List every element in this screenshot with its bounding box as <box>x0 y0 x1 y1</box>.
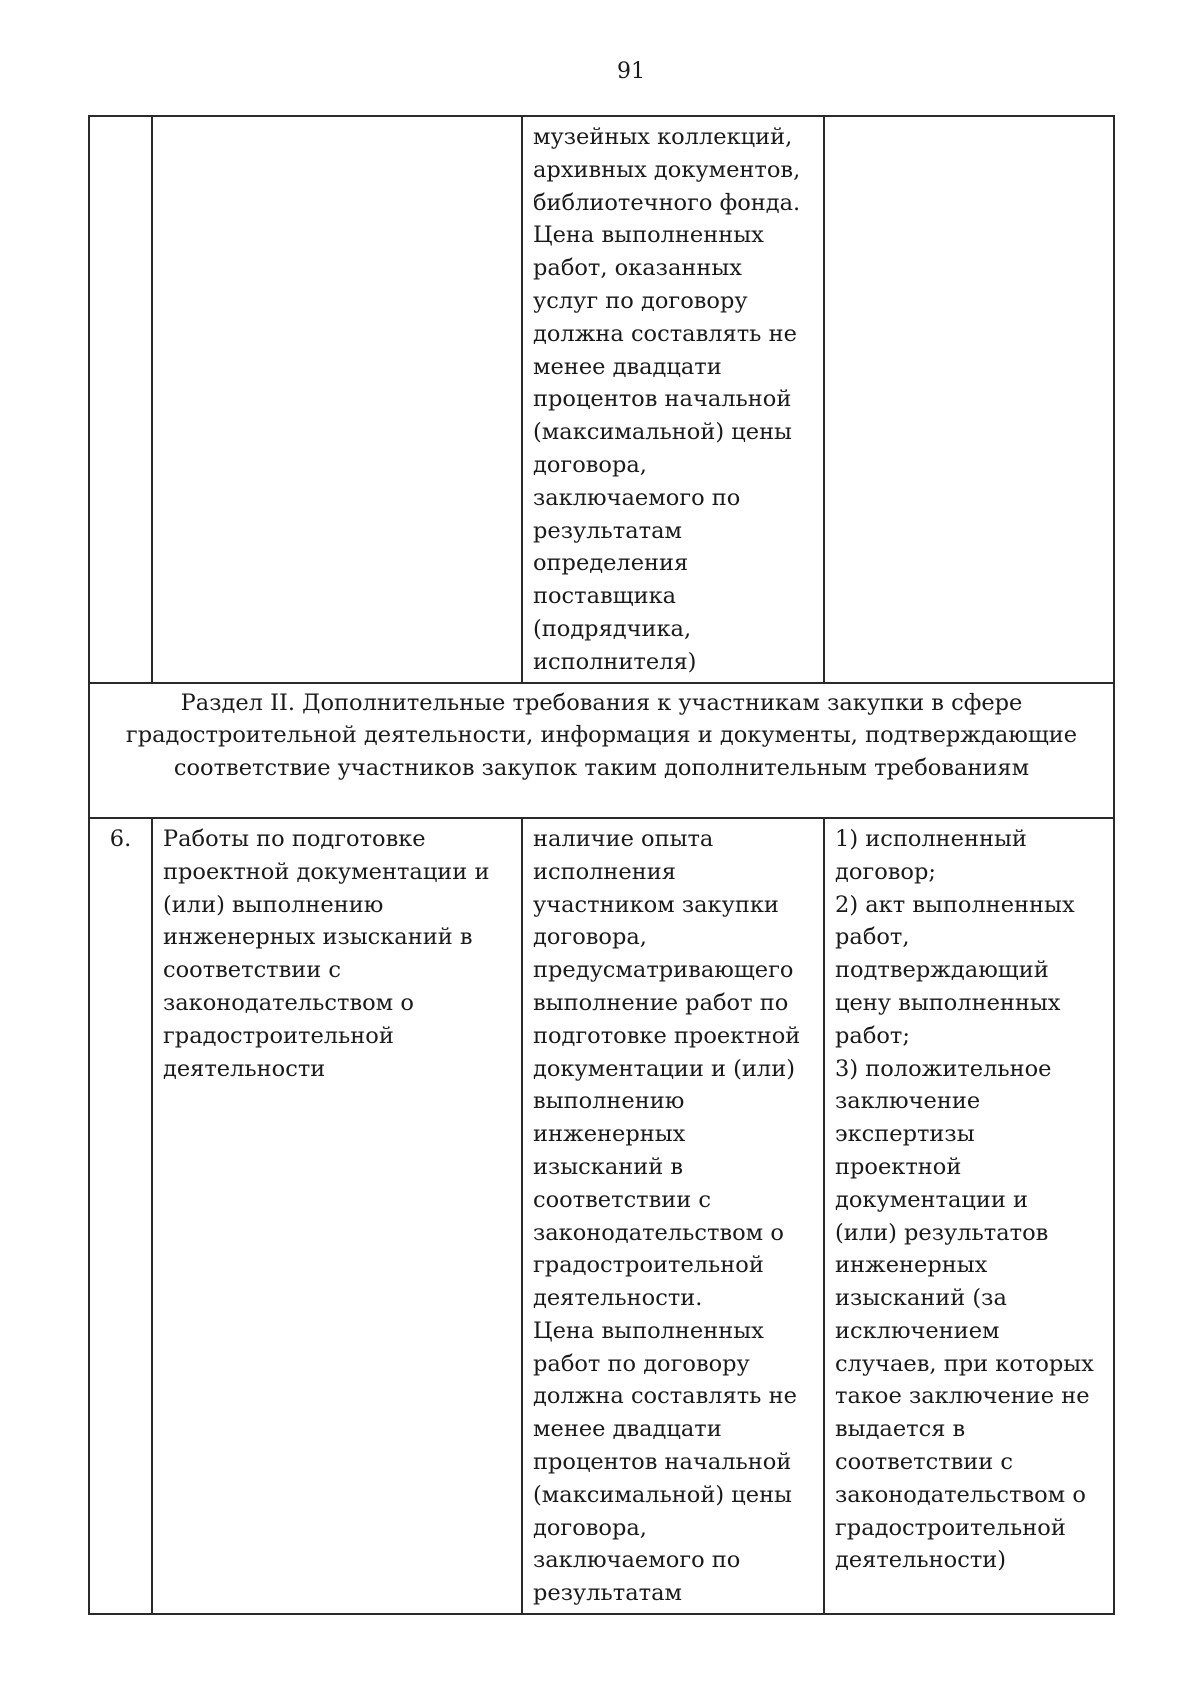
text-line: библиотечного фонда. <box>533 189 801 216</box>
work-description-cell <box>152 818 522 1614</box>
text-line: услуг по договору <box>533 287 748 314</box>
text-line: градостроительной деятельности, информация и документы, подтверждающие <box>125 722 1078 749</box>
text-line: такое заключение не <box>835 1383 1090 1410</box>
text-line: результатам <box>533 1580 682 1607</box>
text-line: (или) выполнению <box>163 891 384 918</box>
text-line: изысканий (за <box>835 1285 1007 1312</box>
work-description-cell <box>152 116 522 683</box>
text-line: Работы по подготовке <box>163 825 426 852</box>
text-line: инженерных изысканий в <box>163 924 473 951</box>
text-line: поставщика <box>533 583 677 610</box>
text-line: договора, <box>533 1514 647 1541</box>
text-line: законодательством о <box>835 1481 1086 1508</box>
text-line: инженерных <box>533 1121 686 1148</box>
text-line: (или) результатов <box>835 1219 1049 1246</box>
text-line: подготовке проектной <box>533 1022 801 1049</box>
text-line: должна составлять не <box>533 320 797 347</box>
text-line: градостроительной <box>163 1022 394 1049</box>
text-line: определения <box>533 550 689 577</box>
text-line: предусматривающего <box>533 957 794 984</box>
text-line: менее двадцати <box>533 1416 722 1443</box>
text-line: менее двадцати <box>533 353 722 380</box>
section-heading-cell <box>89 683 1114 818</box>
requirements-table <box>88 115 1115 1615</box>
row-number-cell <box>89 116 152 683</box>
text-line: соответствии с <box>835 1449 1014 1476</box>
text-line: архивных документов, <box>533 156 801 183</box>
text-line: градостроительной <box>835 1514 1066 1541</box>
text-line: (подрядчика, <box>533 615 692 642</box>
text-line: документации и (или) <box>533 1055 795 1082</box>
text-line: документации и <box>835 1186 1028 1213</box>
text-line: цену выполненных <box>835 989 1061 1016</box>
text-line: изысканий в <box>533 1153 684 1180</box>
text-line: процентов начальной <box>533 1449 792 1476</box>
text-line: деятельности. <box>533 1285 703 1312</box>
text-line: выдается в <box>835 1416 966 1443</box>
text-line: заключаемого по <box>533 484 741 511</box>
text-line: договора, <box>533 924 647 951</box>
text-line: Раздел II. Дополнительные требования к участникам закупки в сфере <box>180 689 1023 716</box>
text-line: наличие опыта <box>533 825 714 852</box>
section-heading-row <box>89 683 1114 818</box>
text-line: Цена выполненных <box>533 1317 764 1344</box>
text-line: проектной <box>835 1153 962 1180</box>
text-line: выполнению <box>533 1088 685 1115</box>
text-line: заключаемого по <box>533 1547 741 1574</box>
text-line: работ, оказанных <box>533 255 742 282</box>
text-line: (максимальной) цены <box>533 419 792 446</box>
table-row-continuation <box>89 116 1114 683</box>
text-line: работ по договору <box>533 1350 750 1377</box>
text-line: экспертизы <box>835 1121 975 1148</box>
text-line: случаев, при которых <box>835 1350 1094 1377</box>
text-line: выполнение работ по <box>533 989 789 1016</box>
text-line: проектной документации и <box>163 858 490 885</box>
text-line: участником закупки <box>533 891 779 918</box>
text-line: результатам <box>533 517 682 544</box>
text-line: соответствие участников закупок таким дополнительным требованиям <box>173 755 1030 782</box>
section-heading <box>90 684 1113 817</box>
text-line: должна составлять не <box>533 1383 797 1410</box>
text-line: 1) исполненный <box>835 825 1027 852</box>
text-line: инженерных <box>835 1252 988 1279</box>
documents-cell <box>824 818 1114 1614</box>
text-line: заключение <box>835 1088 981 1115</box>
text-line: исключением <box>835 1317 1000 1344</box>
text-line: Цена выполненных <box>533 222 764 249</box>
text-line: 2) акт выполненных <box>835 891 1075 918</box>
table-row-6 <box>89 818 1114 1614</box>
requirements-cell <box>522 818 824 1614</box>
text-line: музейных коллекций, <box>533 124 793 150</box>
text-line: деятельности) <box>835 1547 1007 1574</box>
requirements-cell <box>522 116 824 683</box>
text-line: (максимальной) цены <box>533 1481 792 1508</box>
text-line: работ, <box>835 924 910 951</box>
text-line: подтверждающий <box>835 957 1049 984</box>
text-line: соответствии с <box>533 1186 712 1213</box>
text-line: договор; <box>835 858 936 885</box>
text-line: работ; <box>835 1022 910 1049</box>
text-line: 3) положительное <box>835 1055 1052 1082</box>
text-line: процентов начальной <box>533 386 792 413</box>
text-line: законодательством о <box>533 1219 784 1246</box>
documents-cell <box>824 116 1114 683</box>
text-line: градостроительной <box>533 1252 764 1279</box>
text-line: законодательством о <box>163 989 414 1016</box>
text-line: соответствии с <box>163 957 342 984</box>
row-number-cell: 6. <box>89 818 152 1614</box>
text-line: договора, <box>533 451 647 478</box>
text-line: исполнения <box>533 858 676 885</box>
text-line: исполнителя) <box>533 648 697 675</box>
page-number: 91 <box>617 59 645 84</box>
text-line: деятельности <box>163 1055 326 1082</box>
